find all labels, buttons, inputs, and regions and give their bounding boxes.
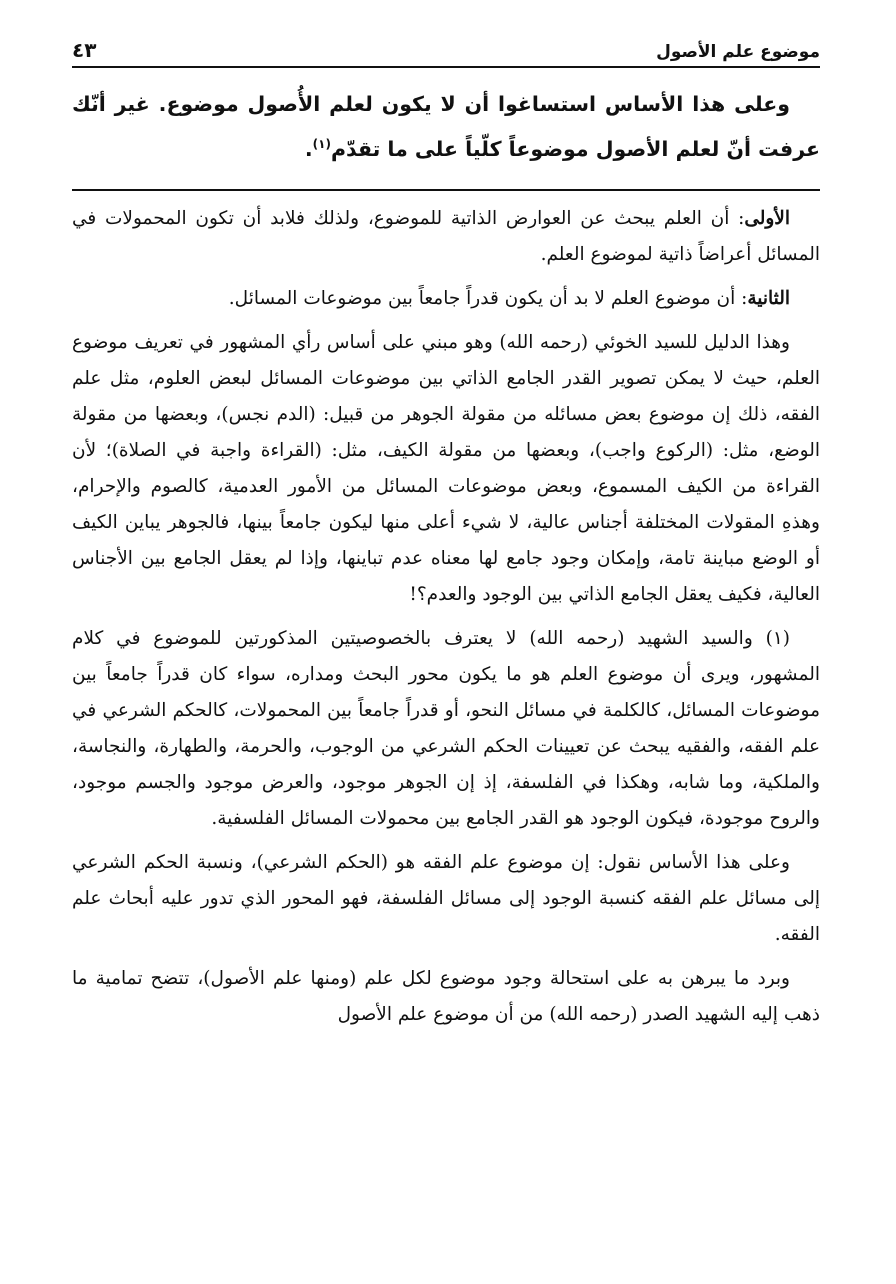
book-page (72, 30, 820, 1033)
footnote-paragraph-6: وبرد ما يبرهن به على استحالة وجود موضوع لكل علم (ومنها علم الأصول)، تتضح تمامية ما ذهب إليه الشهيد الصدر (رحمه الله) من أن موضوع علم الأصول (72, 968, 820, 1026)
second-text: : أن موضوع العلم لا بد أن يكون قدراً جامعاً بين موضوعات المسائل. (228, 288, 748, 310)
footnotes-section (72, 201, 820, 1033)
main-paragraph (72, 84, 820, 169)
page-number: ٤٣ (72, 38, 97, 62)
footnote-second (72, 281, 820, 317)
running-header (72, 30, 820, 68)
footnote-first (72, 201, 820, 273)
first-text: : أن العلم يبحث عن العوارض الذاتية للموضوع، ولذلك فلابد أن تكون المحمولات في المسائل أعراضاً ذاتية لموضوع العلم. (72, 208, 820, 266)
footnote-paragraph-4: (١) والسيد الشهيد (رحمه الله) لا يعترف بالخصوصيتين المذكورتين للموضوع في كلام المشهور، ويرى أن موضوع العلم هو ما يكون محور البحث ومداره، سواء كان قدراً جامعاً بين موضوعات المسائل، كالكلمة في مسائل النحو، أو قدراً جامعاً بين المحمولات، كالحكم الشرعي في علم الفقه، والفقيه يبحث عن تعيينات الحكم الشرعي من الوجوب، والحرمة، والطهارة، والنجاسة، والملكية، وما شابه، وهكذا في الفلسفة، إذ إن الجوهر موجود، والعرض موجود والجسم موجود، والروح موجودة، فيكون الوجود هو القدر الجامع بين محمولات المسائل الفلسفية. (72, 628, 820, 830)
footnote-paragraph-5: وعلى هذا الأساس نقول: إن موضوع علم الفقه هو (الحكم الشرعي)، ونسبة الحكم الشرعي إلى مسائل علم الفقه كنسبة الوجود إلى مسائل الفلسفة، فهو المحور الذي تدور عليه أبحاث علم الفقه. (72, 852, 820, 946)
footnote-paragraph-3: وهذا الدليل للسيد الخوئي (رحمه الله) وهو مبني على أساس رأي المشهور في تعريف موضوع العلم، حيث لا يمكن تصوير القدر الجامع الذاتي بين موضوعات المسائل لبعض العلوم، مثل علم الفقه، ذلك إن موضوع بعض مسائله من مقولة الجوهر من قبيل: (الدم نجس)، وبعضها من مقولة الوضع، مثل: (الركوع واجب)، وبعضها من مقولة الكيف، مثل: (القراءة واجبة في الصلاة)؛ لأن القراءة من الكيف المسموع، وبعض موضوعات المسائل من الأمور العدمية، كالصوم والإحرام، وهذهِ المقولات المختلفة أجناس عالية، لا شيء أعلى منها ليكون جامعاً بينها، فالجوهر يباين الكيف أو الوضع مباينة تامة، وإمكان وجود جامع لها معناه عدم تباينها، وإذا لم يعقل الجامع بين الأجناس العالية، فكيف يعقل الجامع الذاتي بين الوجود والعدم؟! (72, 332, 820, 606)
first-label: الأولى (744, 208, 790, 230)
running-title: موضوع علم الأصول (656, 42, 820, 62)
footnote-separator (72, 189, 820, 191)
second-label: الثانية (747, 288, 790, 310)
footnote-reference: (١) (312, 137, 331, 151)
main-text-end: . (304, 136, 313, 161)
main-text: وعلى هذا الأساس استساغوا أن لا يكون لعلم الأُصول موضوع. غير أنّك عرفت أنّ لعلم الأصول موضوعاً كلّياً على ما تقدّم (72, 92, 820, 161)
